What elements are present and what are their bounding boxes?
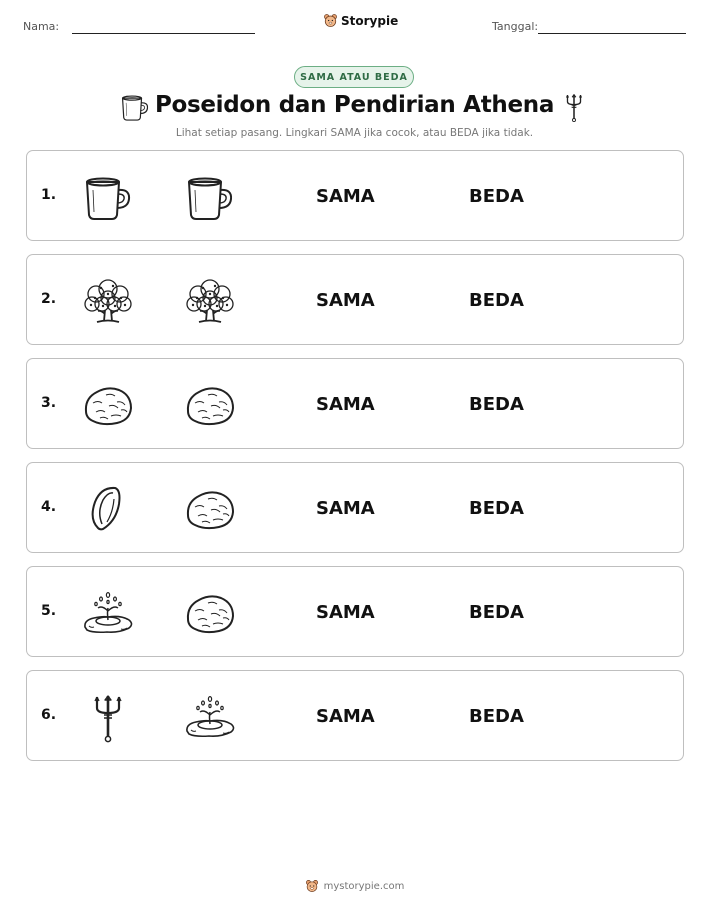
name-line[interactable] (72, 33, 255, 34)
list-item (26, 150, 684, 241)
date-label: Tanggal: (492, 20, 539, 33)
different-option[interactable]: BEDA (469, 706, 524, 727)
rock-icon (183, 378, 237, 432)
same-option[interactable]: SAMA (316, 290, 375, 311)
spring-icon (81, 586, 135, 640)
same-option[interactable]: SAMA (316, 602, 375, 623)
rock-icon (183, 586, 237, 640)
same-option[interactable]: SAMA (316, 706, 375, 727)
row-number: 6. (41, 707, 57, 723)
list-item (26, 254, 684, 345)
name-label: Nama: (23, 20, 60, 33)
bear-logo-icon (305, 879, 319, 893)
instructions-text: Lihat setiap pasang. Lingkari SAMA jika cocok, atau BEDA jika tidak. (175, 127, 534, 139)
bear-logo-icon (323, 13, 338, 28)
footer-website[interactable]: mystorypie.com (323, 880, 405, 892)
row-number: 4. (41, 499, 57, 515)
row-number: 1. (41, 187, 57, 203)
row-number: 5. (41, 603, 57, 619)
different-option[interactable]: BEDA (469, 290, 524, 311)
worksheet-type-badge: SAMA ATAU BEDA (294, 66, 414, 88)
different-option[interactable]: BEDA (469, 394, 524, 415)
different-option[interactable]: BEDA (469, 186, 524, 207)
footer (0, 879, 709, 893)
spring-icon (183, 690, 237, 744)
brand-name: Storypie (341, 13, 399, 28)
same-option[interactable]: SAMA (316, 498, 375, 519)
mug-icon (183, 170, 237, 224)
row-number: 3. (41, 395, 57, 411)
brand-logo (323, 13, 398, 28)
trident-icon (558, 91, 590, 123)
page-title: Poseidon dan Pendirian Athena (154, 92, 555, 118)
same-option[interactable]: SAMA (316, 186, 375, 207)
date-line[interactable] (538, 33, 686, 34)
row-number: 2. (41, 291, 57, 307)
different-option[interactable]: BEDA (469, 602, 524, 623)
olive-tree-icon (183, 274, 237, 328)
list-item (26, 670, 684, 761)
different-option[interactable]: BEDA (469, 498, 524, 519)
same-option[interactable]: SAMA (316, 394, 375, 415)
trident-icon (81, 690, 135, 744)
rock-icon (183, 482, 237, 536)
olive-tree-icon (81, 274, 135, 328)
list-item (26, 462, 684, 553)
rock-icon (81, 378, 135, 432)
list-item (26, 566, 684, 657)
mug-icon (81, 170, 135, 224)
olive-icon (81, 482, 135, 536)
list-item (26, 358, 684, 449)
mug-icon (119, 91, 151, 123)
